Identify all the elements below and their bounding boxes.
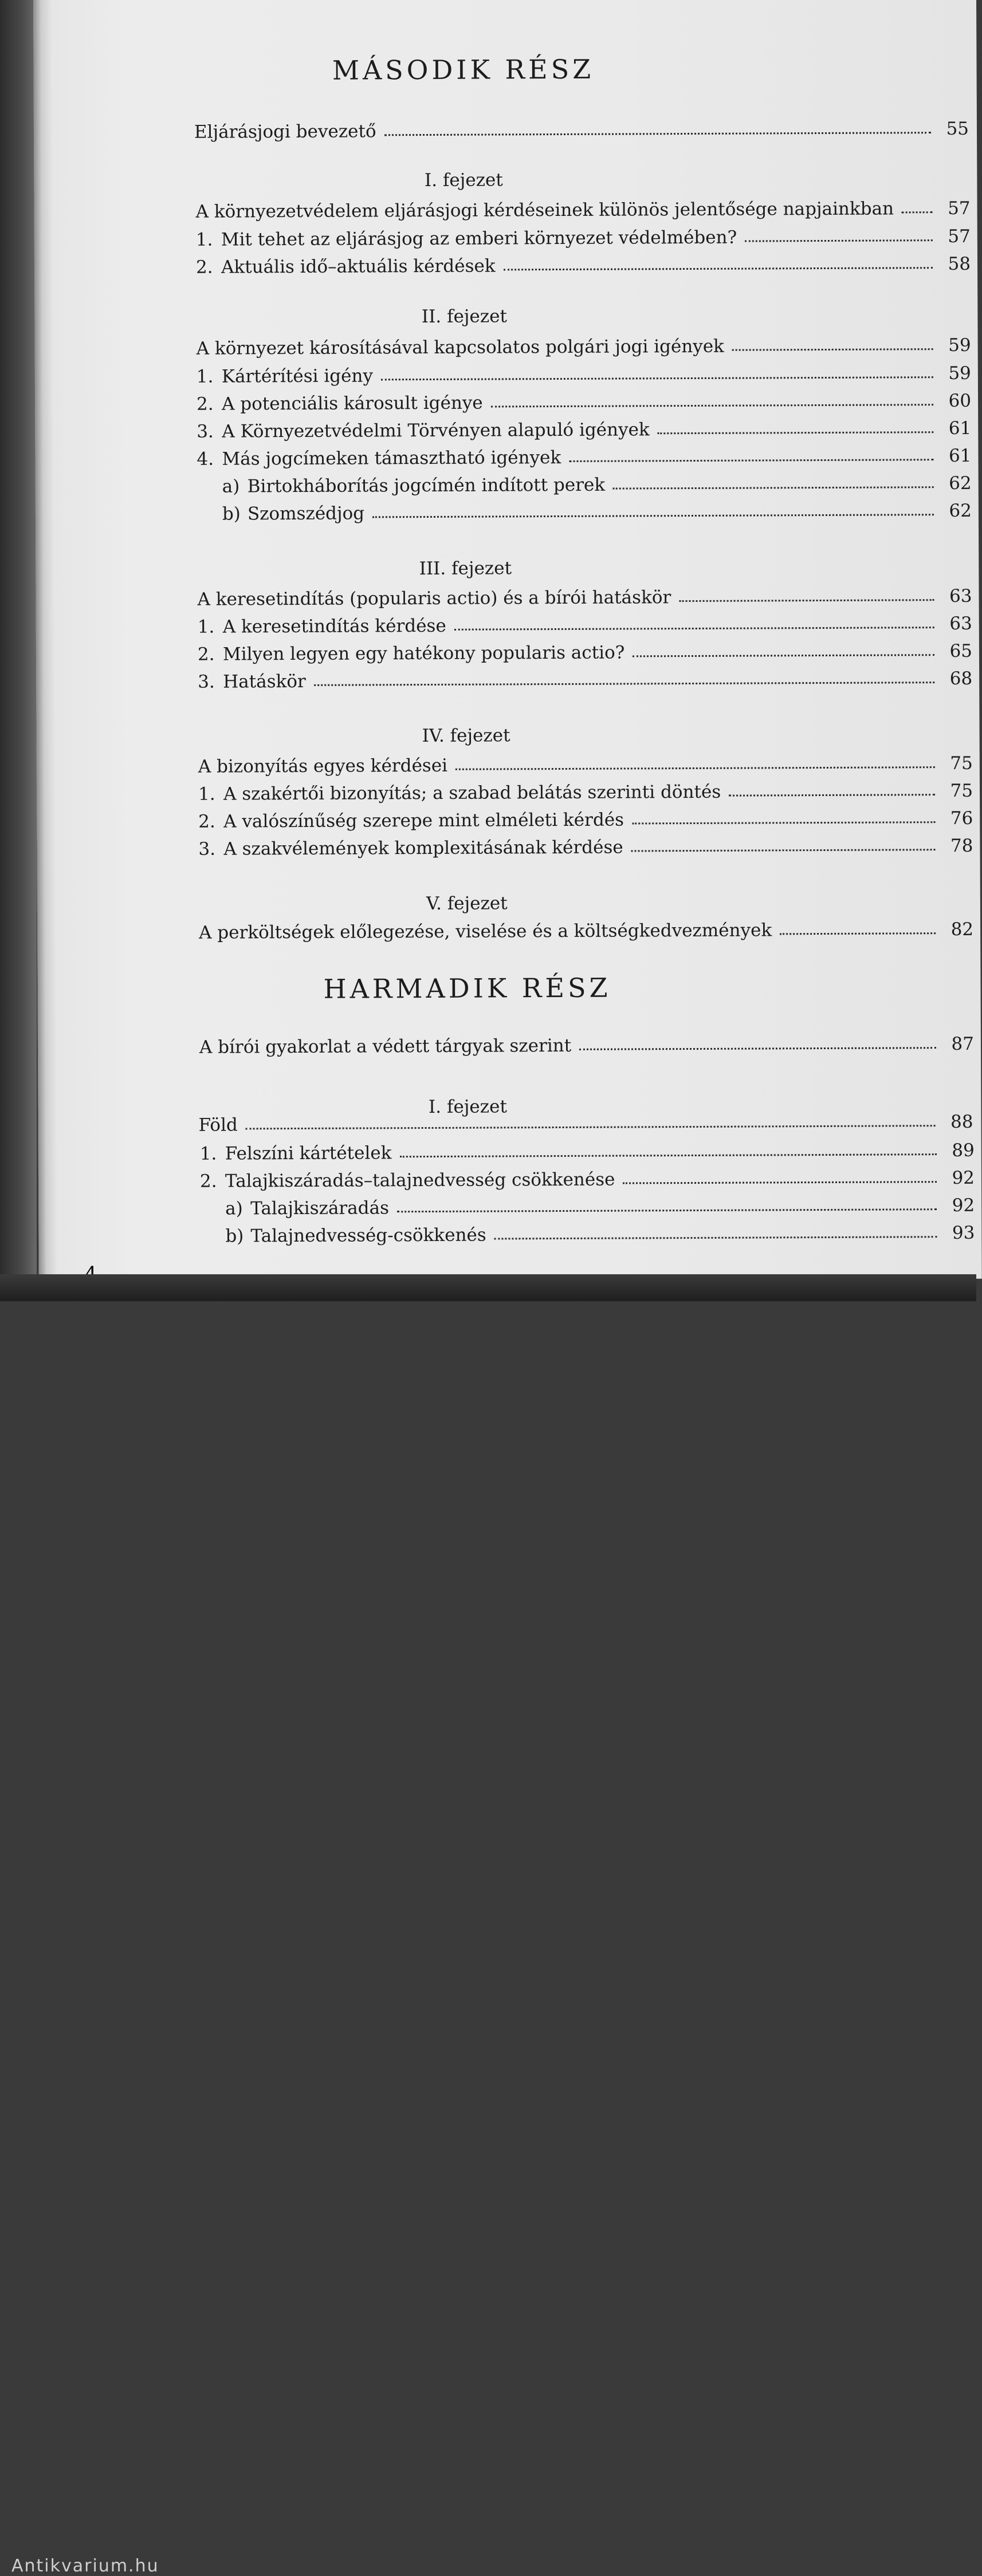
book-page xyxy=(33,0,982,1283)
toc-entry xyxy=(194,119,969,147)
toc-entry xyxy=(197,391,971,419)
entry-text: Birtokháborítás jogcímén indított perek xyxy=(247,474,606,497)
dot-leader xyxy=(454,625,934,631)
toc-entry xyxy=(197,586,972,615)
entry-text: Hatáskör xyxy=(223,671,306,692)
entry-page: 88 xyxy=(950,1111,973,1133)
dot-leader xyxy=(372,512,934,518)
entry-page: 78 xyxy=(950,835,973,857)
entry-page: 62 xyxy=(949,472,972,494)
entry-page: 60 xyxy=(948,390,972,412)
desk-surface xyxy=(0,1274,976,2576)
entry-page: 75 xyxy=(950,780,973,802)
entry-text: Eljárásjogi bevezető xyxy=(194,121,376,143)
entry-text: A keresetindítás (popularis actio) és a bírói hatáskör xyxy=(197,587,671,610)
toc-entry xyxy=(198,808,973,837)
part-title: HARMADIK RÉSZ xyxy=(323,972,611,1005)
chapter-title: V. fejezet xyxy=(426,893,508,915)
dot-leader xyxy=(780,931,936,935)
entry-text: A valószínűség szerepe mint elméleti kérdés xyxy=(223,809,624,832)
part-title: MÁSODIK RÉSZ xyxy=(332,53,595,86)
entry-number: a) xyxy=(225,1198,243,1219)
dot-leader xyxy=(679,597,934,602)
entry-text: A potenciális károsult igénye xyxy=(222,392,483,415)
dot-leader xyxy=(400,1152,937,1157)
chapter-title: I. fejezet xyxy=(428,1096,507,1118)
entry-number: 3. xyxy=(198,838,216,860)
entry-page: 93 xyxy=(952,1222,975,1244)
dot-leader xyxy=(729,792,935,797)
entry-text: Föld xyxy=(198,1114,238,1136)
entry-page: 63 xyxy=(949,585,972,607)
toc-entry xyxy=(200,1168,975,1196)
toc-entry xyxy=(222,501,972,529)
chapter-title: I. fejezet xyxy=(424,170,503,191)
watermark-text: Antikvarium.hu xyxy=(11,2556,159,2576)
entry-text: Talajkiszáradás–talajnedvesség csökkenése xyxy=(225,1169,615,1192)
entry-page: 92 xyxy=(952,1195,975,1216)
dot-leader xyxy=(902,210,933,213)
entry-text: A Környezetvédelmi Törvényen alapuló igények xyxy=(222,419,650,442)
entry-page: 58 xyxy=(948,253,971,275)
toc-entry xyxy=(198,613,972,642)
book-spine-shadow xyxy=(0,0,37,1301)
dot-leader xyxy=(633,652,934,657)
toc-entry xyxy=(197,363,971,392)
entry-page: 62 xyxy=(949,500,972,522)
entry-text: Aktuális idő–aktuális kérdések xyxy=(221,255,496,278)
entry-number: 1. xyxy=(198,783,215,805)
dot-leader xyxy=(613,485,934,489)
dot-leader xyxy=(732,346,933,351)
toc-entry xyxy=(196,198,971,227)
entry-text: A környezetvédelem eljárásjogi kérdéseinek különös jelentősége napjainkban xyxy=(195,198,894,222)
entry-page: 61 xyxy=(948,445,972,467)
entry-text: A keresetindítás kérdése xyxy=(222,615,446,637)
toc-entry xyxy=(197,418,971,447)
entry-text: Felszíni kártételek xyxy=(225,1143,392,1164)
entry-page: 63 xyxy=(949,613,972,635)
chapter-title: IV. fejezet xyxy=(422,725,510,747)
entry-text: Talajkiszáradás xyxy=(250,1198,390,1219)
dot-leader xyxy=(381,375,933,380)
entry-number: a) xyxy=(222,476,240,497)
entry-number: 4. xyxy=(197,448,214,470)
toc-entry xyxy=(200,1140,975,1169)
entry-number: 3. xyxy=(197,421,214,442)
entry-page: 76 xyxy=(950,808,973,829)
entry-text: A bírói gyakorlat a védett tárgyak szerint xyxy=(199,1035,572,1058)
entry-number: 2. xyxy=(198,811,215,832)
dot-leader xyxy=(491,402,933,407)
toc-entry xyxy=(198,641,972,669)
dot-leader xyxy=(504,265,933,270)
entry-page: 57 xyxy=(948,226,971,247)
toc-entry xyxy=(225,1223,975,1251)
entry-number: 1. xyxy=(197,616,215,637)
entry-text: A szakvélemények komplexitásának kérdése xyxy=(223,837,623,860)
toc-entry xyxy=(198,1112,973,1140)
entry-text: A környezet károsításával kapcsolatos polgári jogi igények xyxy=(196,336,724,359)
entry-page: 65 xyxy=(949,640,973,662)
toc-entry xyxy=(199,919,973,948)
toc-entry xyxy=(199,1034,974,1062)
entry-number: 2. xyxy=(195,257,213,278)
dot-leader xyxy=(455,765,935,770)
toc-entry xyxy=(225,1195,975,1224)
chapter-title: III. fejezet xyxy=(419,558,512,580)
entry-number: b) xyxy=(225,1226,244,1247)
entry-text: Szomszédjog xyxy=(247,503,365,525)
toc-entry xyxy=(197,335,971,364)
toc-entry xyxy=(197,446,971,474)
entry-text: A bizonyítás egyes kérdései xyxy=(198,755,448,777)
entry-text: Kártérítési igény xyxy=(221,365,374,387)
entry-page: 68 xyxy=(949,668,973,690)
chapter-title: II. fejezet xyxy=(421,306,508,328)
dot-leader xyxy=(658,430,934,434)
entry-number: 2. xyxy=(197,644,215,665)
entry-page: 92 xyxy=(952,1167,975,1189)
entry-number: 3. xyxy=(198,671,215,692)
entry-number: 2. xyxy=(197,393,214,415)
dot-leader xyxy=(314,680,934,686)
entry-text: Mit tehet az eljárásjog az emberi környezet védelmében? xyxy=(221,227,737,250)
entry-text: A perköltségek előlegezése, viselése és a költségkedvezmények xyxy=(199,920,772,943)
dot-leader xyxy=(569,457,933,462)
toc-entry xyxy=(196,254,971,282)
entry-page: 82 xyxy=(950,919,974,940)
entry-number: 1. xyxy=(199,1143,217,1164)
dot-leader xyxy=(632,820,935,824)
entry-text: Más jogcímeken támasztható igények xyxy=(222,447,561,470)
toc-entry xyxy=(198,668,972,697)
entry-page: 59 xyxy=(948,363,971,384)
entry-page: 87 xyxy=(951,1033,975,1055)
dot-leader xyxy=(745,238,933,242)
dot-leader xyxy=(631,847,936,852)
entry-page: 89 xyxy=(952,1140,975,1161)
entry-page: 75 xyxy=(950,753,973,774)
toc-entry xyxy=(222,473,972,502)
entry-text: Milyen legyen egy hatékony popularis actio? xyxy=(222,642,625,665)
entry-number: 1. xyxy=(195,229,213,250)
entry-number: b) xyxy=(222,503,241,525)
entry-number: 1. xyxy=(196,366,214,387)
dot-leader xyxy=(494,1234,937,1239)
entry-page: 59 xyxy=(948,334,971,356)
table-of-contents xyxy=(159,0,973,1282)
dot-leader xyxy=(579,1045,936,1050)
dot-leader xyxy=(384,130,931,136)
entry-text: Talajnedvesség-csökkenés xyxy=(250,1224,486,1247)
entry-page: 61 xyxy=(948,417,972,439)
toc-entry xyxy=(196,226,971,255)
entry-number: 2. xyxy=(199,1171,217,1192)
toc-entry xyxy=(198,836,973,864)
entry-text: A szakértői bizonyítás; a szabad belátás szerinti döntés xyxy=(223,781,721,805)
toc-entry xyxy=(198,781,973,809)
dot-leader xyxy=(246,1123,936,1129)
entry-page: 57 xyxy=(948,198,971,219)
toc-entry xyxy=(198,753,973,782)
dot-leader xyxy=(397,1207,937,1212)
dot-leader xyxy=(623,1179,937,1184)
entry-page: 55 xyxy=(946,118,969,140)
